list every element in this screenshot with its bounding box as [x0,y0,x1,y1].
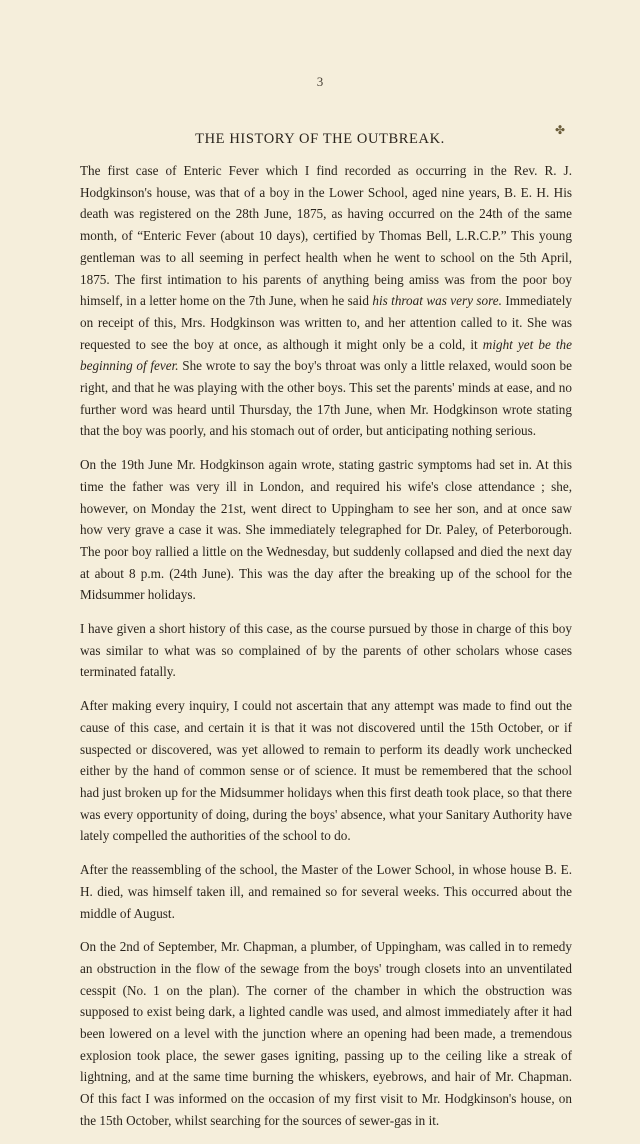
page-title: THE HISTORY OF THE OUTBREAK. [195,131,445,147]
paragraph-2: On the 19th June Mr. Hodgkinson again wrote, stating gastric symptoms had set in. At this time the father was very ill in London, and required his wife's close attendance ; she, however, on Monday the 21st, went direct to Uppingham to see her son, and at once saw how very grave a case it was. She immediately telegraphed for Dr. Paley, of Peterborough. The poor boy rallied a little on the Wednesday, but suddenly collapsed and died the next day at about 8 p.m. (24th June). This was the day after the breaking up of the school for the Midsummer holidays. [80,457,572,603]
paragraph-3: I have given a short history of this case, as the course pursued by those in charge of this boy was similar to what was so complained of by the parents of other scholars whose cases terminated fatally. [80,621,572,680]
paragraph-5: After the reassembling of the school, the Master of the Lower School, in whose house B. E. H. died, was himself taken ill, and remained so for several weeks. This occurred about the middle of August. [80,862,572,921]
paragraph-1 [80,160,572,442]
printer-ornament-icon: ✤ [555,123,566,137]
paragraph-1-emphasis-2: might yet be the beginning of fever. [80,336,572,374]
paragraph-6: On the 2nd of September, Mr. Chapman, a plumber, of Uppingham, was called in to remedy an obstruction in the flow of the sewage from the boys' trough closets into an unventilated cesspit (No. 1 on the plan). The corner of the chamber in which the obstruction was supposed to exist being dark, a lighted candle was used, and almost immediately after it had been lowered on a level with the junction where an opening had been made, a tremendous explosion took place, the sewer gases igniting, passing up to the ceiling like a streak of lightning, and at the same time burning the whiskers, eyebrows, and hair of Mr. Chapman. Of this fact I was informed on the occasion of my first visit to Mr. Hodgkinson's house, on the 15th October, whilst searching for the sources of sewer-gas in it. [80,939,572,1128]
document-body [80,160,572,1144]
paragraph-1-text-b: Immediately on receipt of this, Mrs. Hodgkinson was written to, and her attention called to it. She was requested to see the boy at once, as although it might only be a cold, it [80,293,572,352]
page-number: 3 [316,74,324,89]
paragraph-1-text-a: The first case of Enteric Fever which I find recorded as occurring in the Rev. R. J. Hodgkinson's house, was that of a boy in the Lower School, aged nine years, B. E. H. His death was registered on the 28th June, 1875, as having occurred on the 24th of the same month, of “Enteric Fever (about 10 days), certified by Thomas Bell, L.R.C.P.” This young gentleman was to all seeming in perfect health when he went to school on the 5th April, 1875. The first intimation to his parents of anything being amiss was from the poor boy himself, in a letter home on the 7th June, when he said [80,163,572,309]
paragraph-4: After making every inquiry, I could not ascertain that any attempt was made to find out the cause of this case, and certain it is that it was not discovered until the 15th October, or if suspected or discovered, was yet allowed to remain to perform its deadly work unchecked either by the hand of common sense or of science. It must be remembered that the school had just broken up for the Midsummer holidays when this first death took place, so that there was every opportunity of doing, during the boys' absence, what your Sanitary Authority have lately compelled the authorities of the school to do. [80,698,572,844]
paragraph-1-text-c: She wrote to say the boy's throat was only a little relaxed, would soon be right, and that he was playing with the other boys. This set the parents' minds at ease, and no further word was heard until Thursday, the 17th June, when Mr. Hodgkinson wrote stating that the boy was poorly, and his stomach out of order, but anticipating nothing serious. [80,358,572,439]
paragraph-1-emphasis-1: his throat was very sore. [372,293,502,309]
